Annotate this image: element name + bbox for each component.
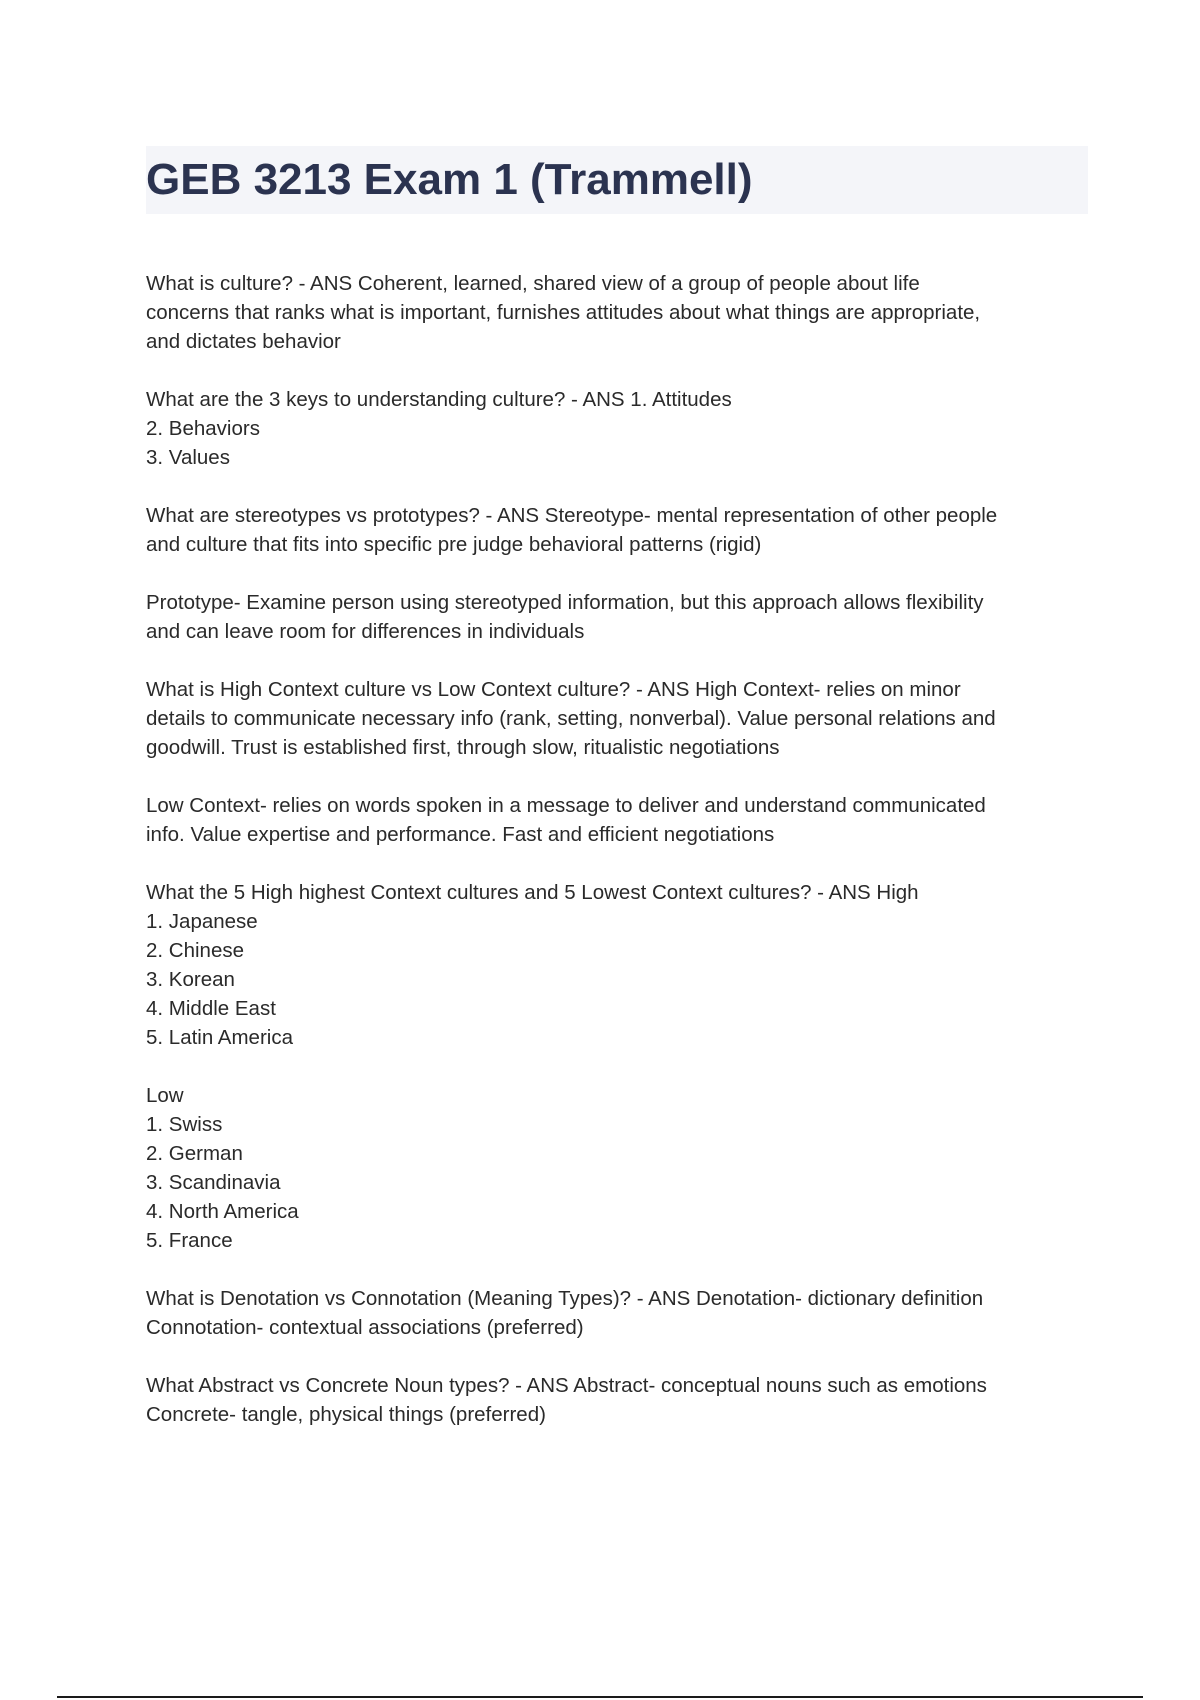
qa-block [146, 588, 1091, 646]
text-line: Low [146, 1084, 184, 1107]
page-title: GEB 3213 Exam 1 (Trammell) [146, 155, 753, 204]
qa-block [146, 1371, 1091, 1429]
list-item: 3. Scandinavia [146, 1171, 281, 1194]
text-line: What is Denotation vs Connotation (Meaning Types)? - ANS Denotation- dictionary definition [146, 1287, 984, 1310]
text-line: 2. Behaviors [146, 417, 260, 440]
qa-content [146, 269, 1091, 1458]
list-item: 1. Swiss [146, 1113, 223, 1136]
qa-block [146, 791, 1091, 849]
qa-block [146, 1284, 1091, 1342]
list-item: 4. Middle East [146, 997, 276, 1020]
text-line: info. Value expertise and performance. Fast and efficient negotiations [146, 823, 775, 846]
list-item: 2. Chinese [146, 939, 245, 962]
text-line: and dictates behavior [146, 330, 341, 353]
text-line: What the 5 High highest Context cultures and 5 Lowest Context cultures? - ANS High [146, 881, 919, 904]
qa-block [146, 501, 1091, 559]
text-line: Prototype- Examine person using stereotyped information, but this approach allows flexibility [146, 591, 984, 614]
text-line: What are stereotypes vs prototypes? - ANS Stereotype- mental representation of other people [146, 504, 998, 527]
text-line: What are the 3 keys to understanding culture? - ANS 1. Attitudes [146, 388, 732, 411]
footer-divider [57, 1696, 1143, 1698]
list-item: 2. German [146, 1142, 243, 1165]
text-line: Low Context- relies on words spoken in a message to deliver and understand communicated [146, 794, 986, 817]
list-item: 5. Latin America [146, 1026, 293, 1049]
qa-block [146, 385, 1091, 472]
text-line: goodwill. Trust is established first, through slow, ritualistic negotiations [146, 736, 780, 759]
list-item: 3. Korean [146, 968, 235, 991]
qa-block [146, 269, 1091, 356]
text-line: What is High Context culture vs Low Context culture? - ANS High Context- relies on minor [146, 678, 961, 701]
list-item: 5. France [146, 1229, 233, 1252]
text-line: Connotation- contextual associations (preferred) [146, 1316, 584, 1339]
qa-block [146, 878, 1091, 1052]
text-line: and can leave room for differences in individuals [146, 620, 585, 643]
text-line: and culture that fits into specific pre judge behavioral patterns (rigid) [146, 533, 762, 556]
qa-block [146, 675, 1091, 762]
qa-block [146, 1081, 1091, 1255]
list-item: 1. Japanese [146, 910, 258, 933]
text-line: 3. Values [146, 446, 230, 469]
text-line: What is culture? - ANS Coherent, learned, shared view of a group of people about life [146, 272, 920, 295]
list-item: 4. North America [146, 1200, 299, 1223]
text-line: What Abstract vs Concrete Noun types? - ANS Abstract- conceptual nouns such as emotions [146, 1374, 987, 1397]
text-line: details to communicate necessary info (rank, setting, nonverbal). Value personal relations and [146, 707, 996, 730]
text-line: concerns that ranks what is important, furnishes attitudes about what things are appropriate, [146, 301, 981, 324]
text-line: Concrete- tangle, physical things (preferred) [146, 1403, 546, 1426]
title-banner [146, 146, 1088, 214]
